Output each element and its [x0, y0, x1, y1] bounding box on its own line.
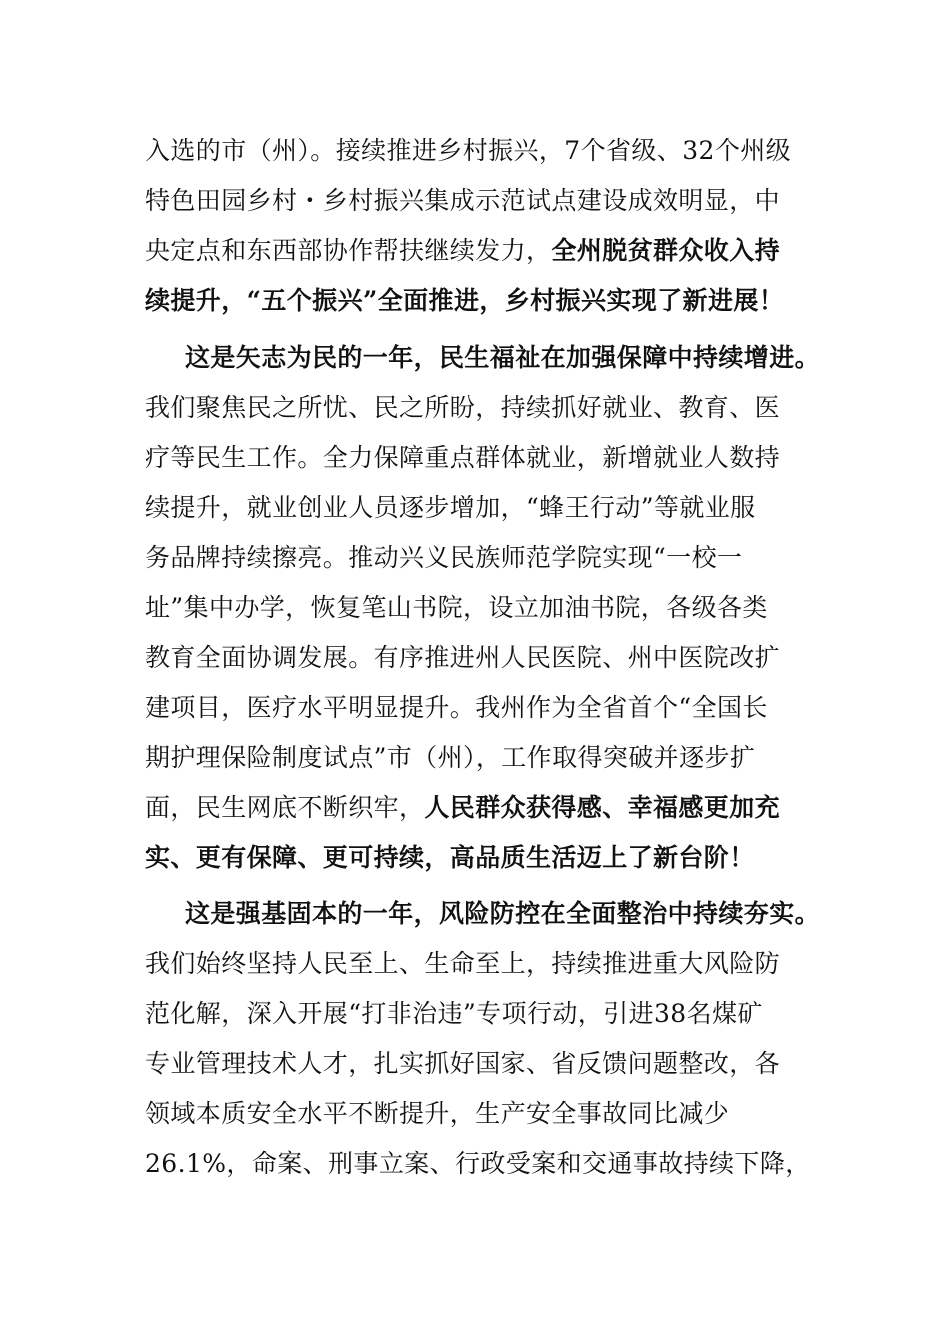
text-segment: 建项目，医疗水平明显提升。我州作为全省首个“全国长 — [145, 693, 768, 722]
text-line — [145, 538, 825, 578]
text-segment: 入选的市（州）。接续推进乡村振兴，7个省级、32个州级 — [145, 136, 792, 165]
text-line — [145, 588, 825, 628]
text-segment: 央定点和东西部协作帮扶继续发力， — [145, 236, 552, 265]
bold-text-segment: 续提升，“五个振兴”全面推进，乡村振兴实现了新进展！ — [145, 286, 785, 315]
text-line — [145, 231, 825, 271]
text-segment: 我们聚焦民之所忧、民之所盼，持续抓好就业、教育、医 — [145, 393, 781, 422]
text-line — [145, 488, 825, 528]
text-line — [145, 131, 825, 171]
paragraph-lead-line — [185, 894, 830, 934]
text-line — [145, 788, 825, 828]
text-segment: 教育全面协调发展。有序推进州人民医院、州中医院改扩 — [145, 643, 781, 672]
text-line — [145, 281, 825, 321]
text-segment: 领域本质安全水平不断提升，生产安全事故同比减少 — [145, 1099, 730, 1128]
bold-text-segment: 人民群众获得感、幸福感更加充 — [424, 793, 781, 822]
text-segment: 面，民生网底不断织牢， — [145, 793, 425, 822]
bold-text-segment: 实、更有保障、更可持续，高品质生活迈上了新台阶！ — [145, 843, 755, 872]
text-segment: 专业管理技术人才，扎实抓好国家、省反馈问题整改，各 — [145, 1049, 781, 1078]
text-segment: 特色田园乡村・乡村振兴集成示范试点建设成效明显，中 — [145, 186, 781, 215]
paragraph-lead-line — [185, 338, 830, 378]
text-line — [145, 944, 825, 984]
text-line — [145, 638, 825, 678]
bold-text-segment: 这是强基固本的一年，风险防控在全面整治中持续夯实。 — [185, 899, 821, 928]
bold-text-segment: 全州脱贫群众收入持 — [551, 236, 781, 265]
text-line — [145, 688, 825, 728]
text-line — [145, 838, 825, 878]
text-segment: 续提升，就业创业人员逐步增加，“蜂王行动”等就业服 — [145, 493, 756, 522]
text-segment: 范化解，深入开展“打非治违”专项行动，引进38名煤矿 — [145, 999, 763, 1028]
text-segment: 务品牌持续擦亮。推动兴义民族师范学院实现“一校一 — [145, 543, 743, 572]
bold-text-segment: 这是矢志为民的一年，民生福祉在加强保障中持续增进。 — [185, 343, 821, 372]
text-segment: 期护理保险制度试点”市（州），工作取得突破并逐步扩 — [145, 743, 756, 772]
text-segment: 26.1%，命案、刑事立案、行政受案和交通事故持续下降， — [145, 1149, 811, 1178]
text-segment: 疗等民生工作。全力保障重点群体就业，新增就业人数持 — [145, 443, 781, 472]
text-line — [145, 1044, 825, 1084]
text-line — [145, 181, 825, 221]
text-line — [145, 994, 825, 1034]
text-line — [145, 388, 825, 428]
text-segment: 址”集中办学，恢复笔山书院，设立加油书院，各级各类 — [145, 593, 768, 622]
text-line — [145, 1094, 825, 1134]
text-line — [145, 738, 825, 778]
text-line — [145, 438, 825, 478]
text-line — [145, 1144, 825, 1184]
text-segment: 我们始终坚持人民至上、生命至上，持续推进重大风险防 — [145, 949, 781, 978]
